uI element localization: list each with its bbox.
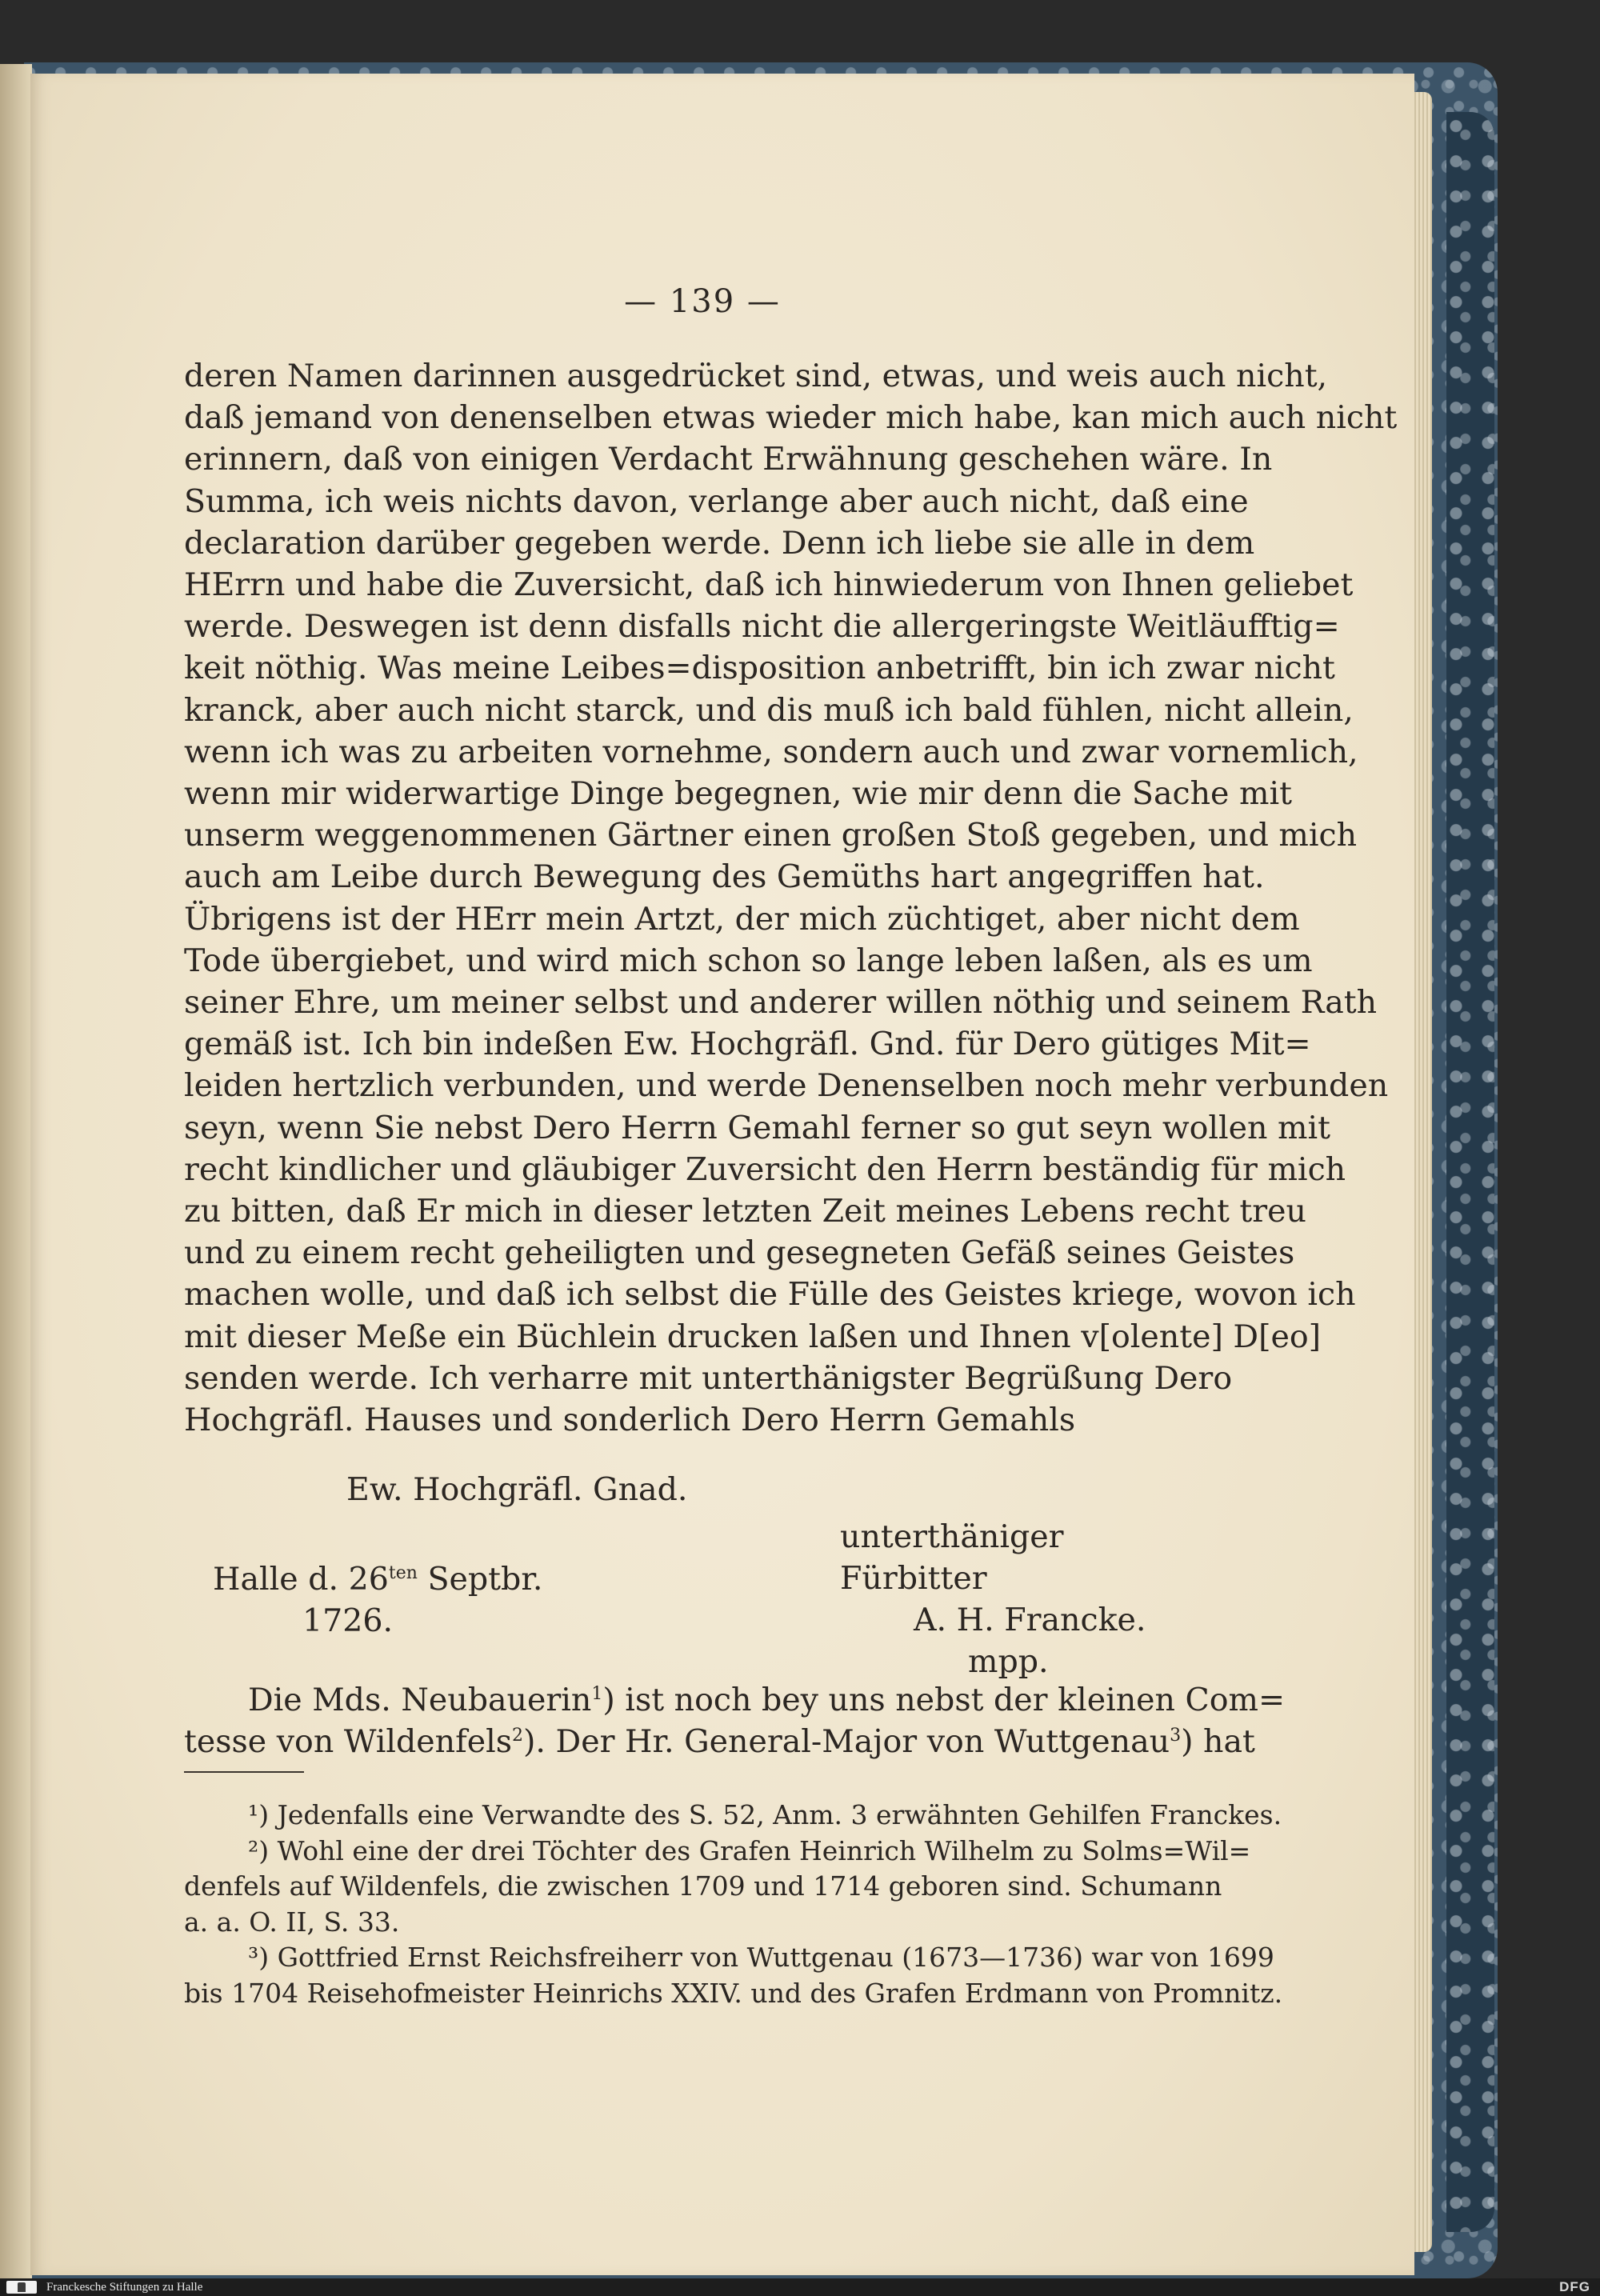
letter-line: keit nöthig. Was meine Leibes=disposition anbetrifft, bin ich zwar nicht — [184, 650, 1335, 687]
viewer-footer — [0, 2278, 1600, 2296]
footnote-rule — [184, 1771, 304, 1773]
institution-logo-icon — [6, 2281, 37, 2294]
footnote-ref: 3 — [1170, 1726, 1182, 1746]
signature-mpp: mpp. — [968, 1643, 1049, 1680]
postscript-line — [184, 1721, 1255, 1762]
footnote-3: ³) Gottfried Ernst Reichsfreiherr von Wuttgenau (1673—1736) war von 1699 — [248, 1942, 1274, 1973]
footnote-2-cont: a. a. O. II, S. 33. — [184, 1906, 400, 1938]
letter-line: Hochgräfl. Hauses und sonderlich Dero Herrn Gemahls — [184, 1402, 1076, 1439]
ps-text: ). Der Hr. General-Major von Wuttgenau — [523, 1723, 1170, 1761]
signature-block — [840, 1516, 1160, 1682]
letter-line: Übrigens ist der HErr mein Artzt, der mich züchtiget, aber nicht dem — [184, 900, 1300, 938]
ps-text: ) hat — [1181, 1723, 1255, 1761]
letter-line: HErrn und habe die Zuversicht, daß ich hinwiederum von Ihnen geliebet — [184, 566, 1354, 604]
letter-line: und zu einem recht geheiligten und gesegneten Gefäß seines Geistes — [184, 1234, 1295, 1272]
footnote-3-cont: bis 1704 Reisehofmeister Heinrichs XXIV. und des Grafen Erdmann von Promnitz. — [184, 1977, 1283, 2009]
letter-line: seyn, wenn Sie nebst Dero Herrn Gemahl ferner so gut seyn wollen mit — [184, 1109, 1331, 1146]
signature-name: A. H. Francke. — [914, 1602, 1146, 1638]
letter-line: wenn ich was zu arbeiten vornehme, sondern auch und zwar vornemlich, — [184, 733, 1358, 770]
letter-line: mit dieser Meße ein Büchlein drucken laßen und Ihnen v[olente] D[eo] — [184, 1318, 1322, 1355]
place-date-line — [213, 1558, 542, 1600]
letter-line: wenn mir widerwartige Dinge begegnen, wie mir denn die Sache mit — [184, 775, 1292, 813]
book-page — [30, 74, 1414, 2275]
footnote-2-cont: denfels auf Wildenfels, die zwischen 1709 und 1714 geboren sind. Schumann — [184, 1870, 1222, 1902]
postscript-line — [184, 1679, 1286, 1721]
place-date-sup: ten — [388, 1562, 418, 1583]
dfg-logo: DFG — [1559, 2279, 1590, 2294]
salutation: Ew. Hochgräfl. Gnad. — [346, 1471, 688, 1508]
letter-line: werde. Deswegen ist denn disfalls nicht die allergeringste Weitläufftig= — [184, 608, 1340, 646]
place-date-prefix: Halle d. 26 — [213, 1561, 389, 1598]
footnotes — [184, 1798, 1283, 2011]
year: 1726. — [302, 1602, 394, 1639]
letter-line: deren Namen darinnen ausgedrücket sind, etwas, und weis auch nicht, — [184, 358, 1328, 394]
letter-line: Summa, ich weis nichts davon, verlange aber auch nicht, daß eine — [184, 482, 1249, 520]
letter-line: machen wolle, und daß ich selbst die Fülle des Geistes kriege, wovon ich — [184, 1276, 1356, 1314]
postscript — [184, 1679, 1286, 1762]
institution-name: Franckesche Stiftungen zu Halle — [46, 2281, 203, 2294]
footnote-ref: 2 — [512, 1726, 523, 1746]
letter-line: declaration darüber gegeben werde. Denn ich liebe sie alle in dem — [184, 524, 1255, 562]
letter-line: erinnern, daß von einigen Verdacht Erwähnung geschehen wäre. In — [184, 441, 1273, 478]
left-page-edge — [0, 64, 32, 2280]
letter-body — [184, 355, 1398, 1441]
footnote-1: ¹) Jedenfalls eine Verwandte des S. 52, Anm. 3 erwähnten Gehilfen Franckes. — [248, 1799, 1282, 1830]
ps-text: tesse von Wildenfels — [184, 1723, 512, 1761]
place-date — [213, 1558, 542, 1642]
letter-line: kranck, aber auch nicht starck, und dis muß ich bald fühlen, nicht allein, — [184, 691, 1354, 729]
page-number: — 139 — — [624, 283, 781, 320]
letter-line: unserm weggenommenen Gärtner einen großen Stoß gegeben, und mich — [184, 817, 1358, 854]
place-date-suffix: Septbr. — [417, 1561, 543, 1598]
book-cover-edge — [1446, 112, 1494, 2232]
ps-text: ) ist noch bey uns nebst der kleinen Com= — [602, 1682, 1286, 1718]
letter-line: gemäß ist. Ich bin indeßen Ew. Hochgräfl. Gnd. für Dero gütiges Mit= — [184, 1026, 1311, 1063]
letter-line: zu bitten, daß Er mich in dieser letzten Zeit meines Lebens recht treu — [184, 1193, 1306, 1230]
footnote-2: ²) Wohl eine der drei Töchter des Grafen Heinrich Wilhelm zu Solms=Wil= — [248, 1834, 1251, 1866]
letter-line: seiner Ehre, um meiner selbst und anderer willen nöthig und seinem Rath — [184, 984, 1378, 1022]
footnote-ref: 1 — [591, 1683, 603, 1704]
letter-line: recht kindlicher und gläubiger Zuversicht den Herrn beständig für mich — [184, 1150, 1346, 1188]
ps-text: Die Mds. Neubauerin — [248, 1682, 592, 1718]
letter-line: Tode übergiebet, und wird mich schon so lange leben laßen, als es um — [184, 942, 1313, 979]
letter-line: leiden hertzlich verbunden, und werde Denenselben noch mehr verbunden — [184, 1067, 1389, 1105]
letter-line: senden werde. Ich verharre mit unterthänigster Begrüßung Dero — [184, 1359, 1233, 1397]
letter-line: daß jemand von denenselben etwas wieder mich habe, kan mich auch nicht — [184, 399, 1398, 437]
signature-line: unterthäniger Fürbitter — [840, 1518, 1064, 1597]
letter-line: auch am Leibe durch Bewegung des Gemüths hart angegriffen hat. — [184, 858, 1265, 896]
